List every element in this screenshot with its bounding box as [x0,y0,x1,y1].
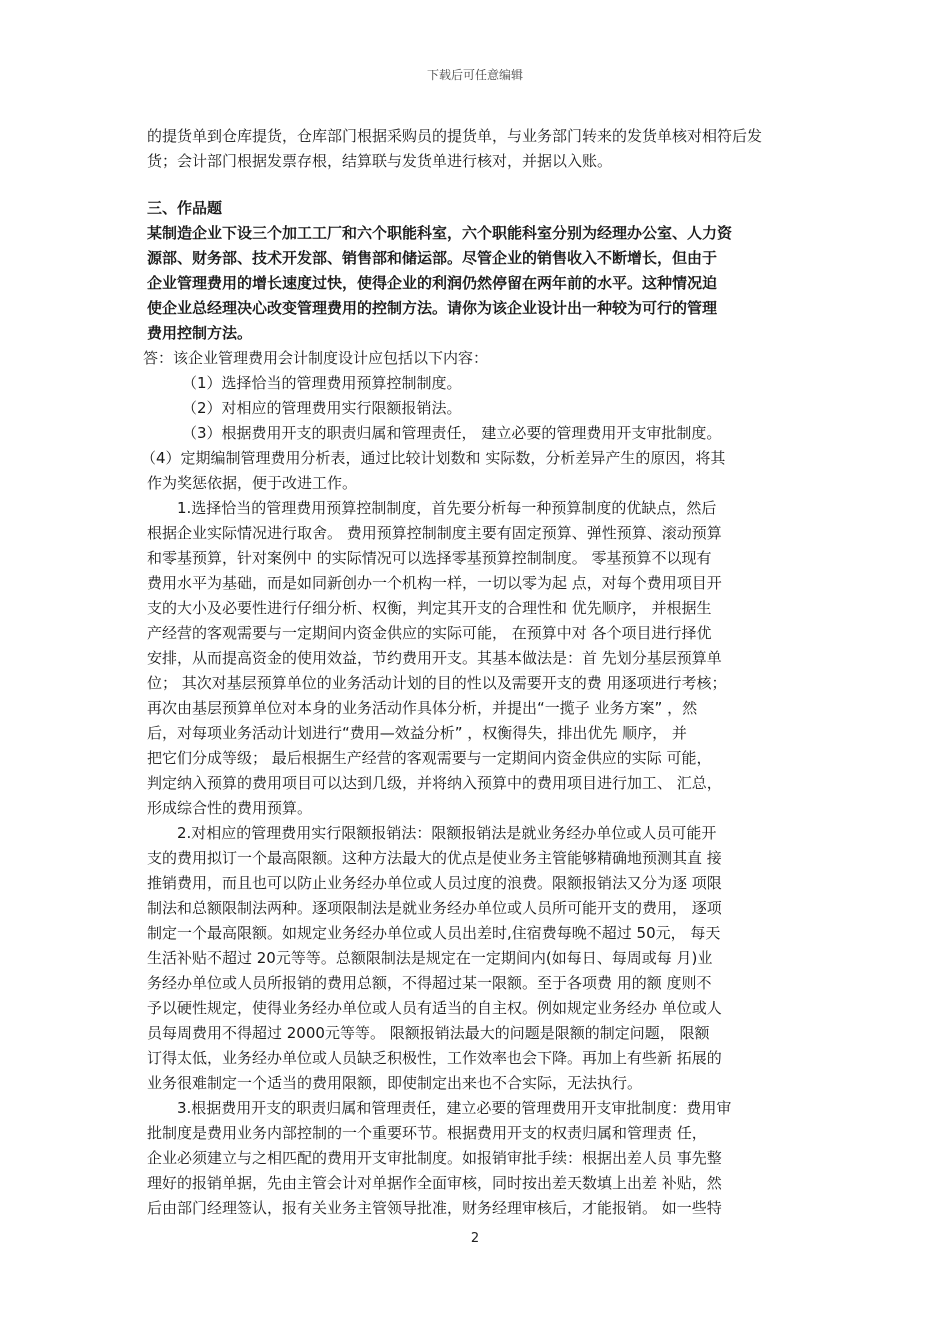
page-number: 2 [470,1231,480,1246]
text-line: 推销费用，而且也可以防止业务经办单位或人员过度的浪费。限额报销法又分为逐 项限 [147,874,722,892]
text-line: 批制度是费用业务内部控制的一个重要环节。根据费用开支的权责归属和管理责 任， [147,1124,707,1142]
text-line: 订得太低，业务经办单位或人员缺乏积极性，工作效率也会下降。再加上有些新 拓展的 [147,1049,722,1067]
text-line: 位； 其次对基层预算单位的业务活动计划的目的性以及需要开支的费 用逐项进行考核； [147,674,727,692]
text-line: 企业管理费用的增长速度过快，使得企业的利润仍然停留在两年前的水平。这种情况迫 [147,274,718,292]
answer-block [141,346,827,496]
text-line: 把它们分成等级； 最后根据生产经营的客观需要与一定期间内资金供应的实际 可能， [147,749,712,767]
text-line: 务经办单位或人员所报销的费用总额，不得超过某一限额。至于各项费 用的额 度则不 [147,974,712,992]
text-line: 的提货单到仓库提货，仓库部门根据采购员的提货单，与业务部门转来的发货单核对相符后发 [147,127,763,145]
page-content [141,124,827,1221]
text-line: 生活补贴不超过 20元等等。总额限制法是规定在一定期间内(如每日、每周或每 月)业 [147,949,713,967]
answer-item: （2）对相应的管理费用实行限额报销法。 [182,399,462,417]
answer-intro: 答：该企业管理费用会计制度设计应包括以下内容： [143,349,489,367]
text-line: 制法和总额限制法两种。逐项限制法是就业务经办单位或人员所可能开支的费用， 逐项 [147,899,722,917]
text-line: 后，对每项业务活动计划进行“费用—效益分析” ，权衡得失，排出优先 顺序， 并 [147,724,687,742]
text-line: 再次由基层预算单位对本身的业务活动作具体分析，并提出“一揽子 业务方案” ，然 [147,699,698,717]
text-line: 作为奖惩依据，便于改进工作。 [147,474,358,492]
text-line: 和零基预算，针对案例中 的实际情况可以选择零基预算控制制度。 零基预算不以现有 [147,549,712,567]
text-line: 费用控制方法。 [147,324,253,342]
text-line: 业务很难制定一个适当的费用限额，即使制定出来也不合实际，无法执行。 [147,1074,643,1092]
text-line: 员每周费用不得超过 2000元等等。 限额报销法最大的问题是限额的制定问题， 限额 [147,1024,710,1042]
intro-paragraph [147,124,827,174]
text-line: 费用水平为基础，而是如同新创办一个机构一样，一切以零为起 点，对每个费用项目开 [147,574,722,592]
answer-item: （1）选择恰当的管理费用预算控制制度。 [182,374,462,392]
text-line: 安排，从而提高资金的使用效益，节约费用开支。其基本做法是：首 先划分基层预算单 [147,649,722,667]
text-line: 支的大小及必要性进行仔细分析、权衡，判定其开支的合理性和 优先顺序， 并根据生 [147,599,712,617]
paragraph-1 [147,496,827,821]
page-header: 下载后可任意编辑 [426,68,523,82]
text-line: 支的费用拟订一个最高限额。这种方法最大的优点是使业务主管能够精确地预测其直 接 [147,849,722,867]
text-line: 某制造企业下设三个加工工厂和六个职能科室，六个职能科室分别为经理办公室、人力资 [147,224,733,242]
text-line: 后由部门经理签认，报有关业务主管领导批准，财务经理审核后，才能报销。 如一些特 [147,1199,722,1217]
text-line: 予以硬性规定，使得业务经办单位或人员有适当的自主权。例如规定业务经办 单位或人 [147,999,722,1017]
text-line: 货；会计部门根据发票存根，结算联与发货单进行核对，并据以入账。 [147,152,613,170]
text-line: 判定纳入预算的费用项目可以达到几级，并将纳入预算中的费用项目进行加工、 汇总， [147,774,722,792]
text-line: 企业必须建立与之相匹配的费用开支审批制度。如报销审批手续：根据出差人员 事先整 [147,1149,722,1167]
question-paragraph [147,221,827,346]
text-line: 形成综合性的费用预算。 [147,799,313,817]
text-line: 1.选择恰当的管理费用预算控制制度，首先要分析每一种预算制度的优缺点，然后 [177,499,717,517]
text-line: 理好的报销单据，先由主管会计对单据作全面审核，同时按出差天数填上出差 补贴，然 [147,1174,722,1192]
paragraph-3 [147,1096,827,1221]
text-line: 根据企业实际情况进行取舍。 费用预算控制制度主要有固定预算、弹性预算、滚动预算 [147,524,722,542]
section-title: 三、作品题 [147,199,223,217]
text-line: 产经营的客观需要与一定期间内资金供应的实际可能， 在预算中对 各个项目进行择优 [147,624,712,642]
text-line: 2.对相应的管理费用实行限额报销法：限额报销法是就业务经办单位或人员可能开 [177,824,717,842]
paragraph-2 [147,821,827,1096]
text-line: 制定一个最高限额。如规定业务经办单位或人员出差时,住宿费每晚不超过 50元， 每天 [147,924,721,942]
answer-item: （4）定期编制管理费用分析表，通过比较计划数和 实际数，分析差异产生的原因，将其 [141,449,726,467]
text-line: 3.根据费用开支的职责归属和管理责任，建立必要的管理费用开支审批制度：费用审 [177,1099,732,1117]
text-line: 源部、财务部、技术开发部、销售部和储运部。尽管企业的销售收入不断增长，但由于 [147,249,718,267]
answer-item: （3）根据费用开支的职责归属和管理责任， 建立必要的管理费用开支审批制度。 [182,424,722,442]
text-line: 使企业总经理决心改变管理费用的控制方法。请你为该企业设计出一种较为可行的管理 [147,299,718,317]
